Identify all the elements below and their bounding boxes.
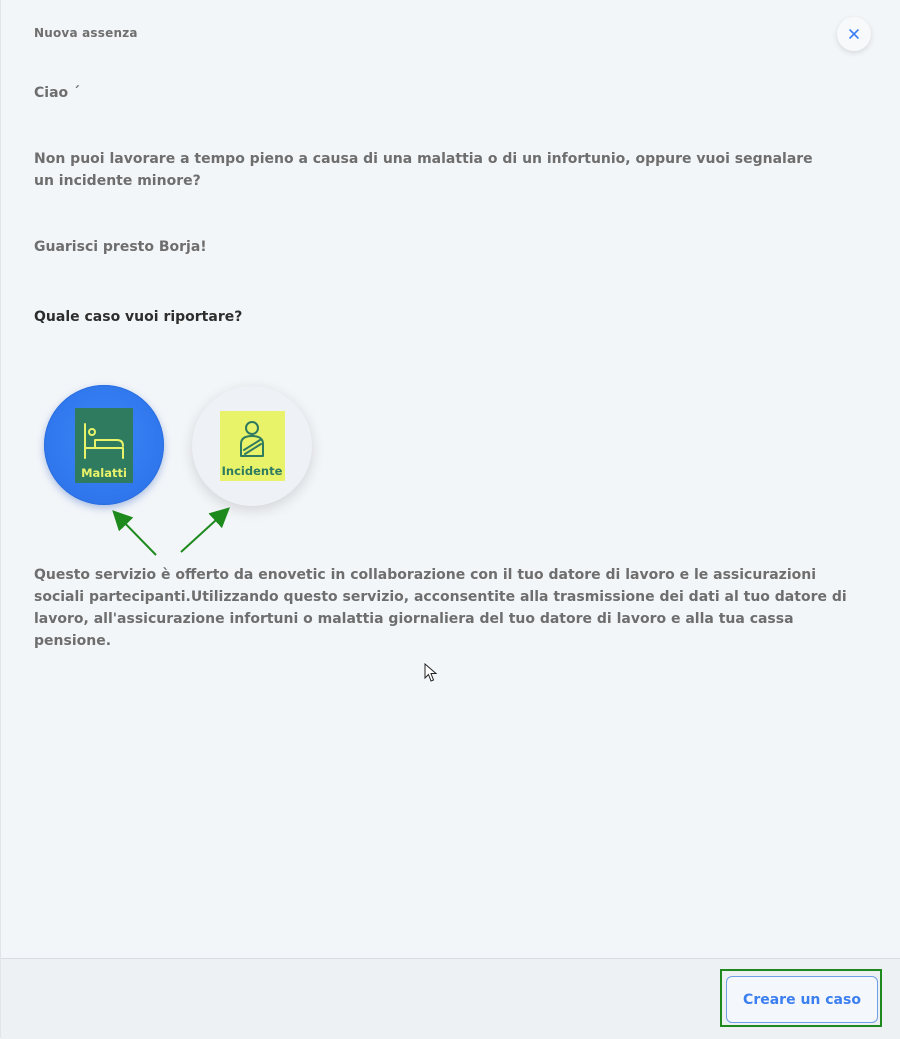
bed-icon xyxy=(81,422,127,466)
arrow-to-accident xyxy=(181,510,227,552)
illness-tile xyxy=(75,408,133,483)
illness-option-label: Malatti xyxy=(81,465,127,480)
arrow-to-illness xyxy=(115,513,156,555)
create-case-button[interactable]: Creare un caso xyxy=(726,976,878,1023)
injured-person-icon xyxy=(235,420,269,464)
case-question: Quale caso vuoi riportare? xyxy=(34,309,243,325)
illness-option-button[interactable] xyxy=(44,385,164,505)
close-button[interactable] xyxy=(837,17,871,51)
panel-title: Nuova assenza xyxy=(34,26,138,40)
accident-tile xyxy=(220,411,285,481)
disclaimer-text: Questo servizio è offerto da enovetic in collaborazione con il tuo datore di lavoro e le assicurazioni sociali partecipanti.Utilizzando questo servizio, acconsentite alla trasmissione dei dati al tuo datore di lavoro, all'assicurazione infortuni o malattia giornaliera del tuo datore di lavoro e alla tua cassa pensione. xyxy=(34,567,847,649)
mouse-pointer-icon xyxy=(424,663,438,687)
accident-option-button[interactable] xyxy=(192,386,312,506)
greeting-text: Ciao ˊ xyxy=(34,85,81,101)
intro-text: Non puoi lavorare a tempo pieno a causa di una malattia o di un infortunio, oppure vuoi segnalare un incidente minore? xyxy=(34,151,813,189)
close-icon xyxy=(848,25,860,44)
accident-option-label: Incidente xyxy=(221,464,283,478)
get-well-text: Guarisci presto Borja! xyxy=(34,239,207,255)
